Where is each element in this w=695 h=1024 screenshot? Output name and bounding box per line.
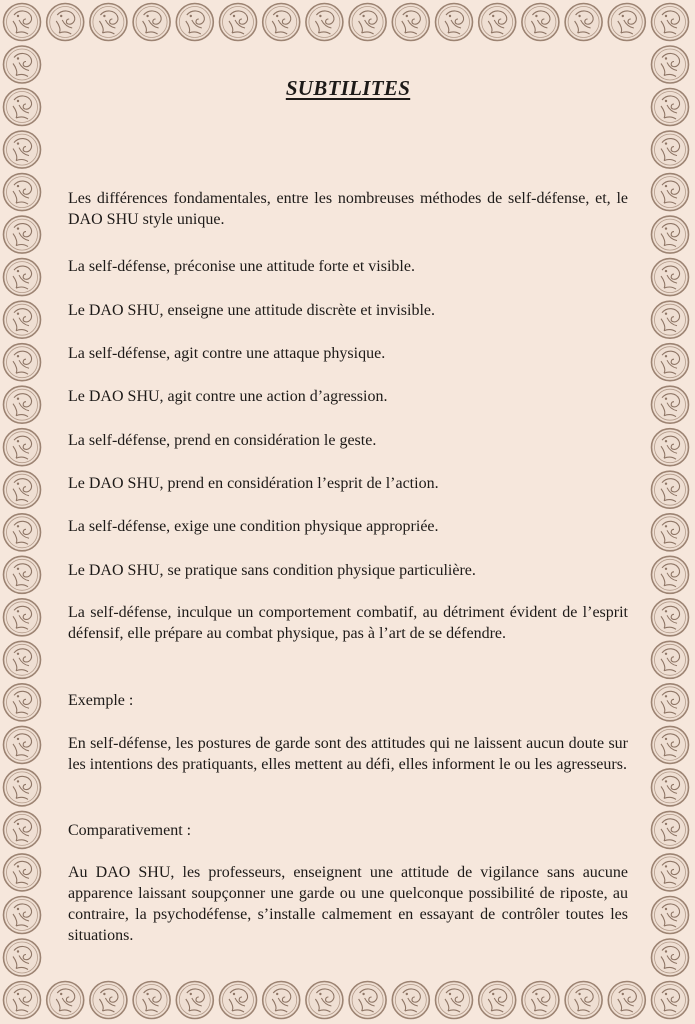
border-medallion — [4, 344, 41, 381]
paragraph: Exemple : — [68, 692, 134, 709]
paragraph: La self-défense, agit contre une attaque physique. — [68, 345, 386, 362]
border-medallion — [608, 4, 645, 41]
border-medallion — [306, 4, 343, 41]
border-medallion — [652, 684, 689, 721]
border-medallion — [565, 4, 602, 41]
border-medallion — [4, 301, 41, 338]
border-medallion — [652, 811, 689, 848]
border-medallion — [436, 982, 473, 1019]
border-medallion — [522, 982, 559, 1019]
border-medallion — [479, 4, 516, 41]
border-medallion — [565, 982, 602, 1019]
border-medallion — [4, 897, 41, 934]
border-medallion — [652, 471, 689, 508]
border-medallion — [4, 429, 41, 466]
border-medallion — [47, 982, 84, 1019]
border-medallion — [479, 982, 516, 1019]
paragraph: La self-défense, préconise une attitude forte et visible. — [68, 258, 415, 275]
border-medallion — [652, 46, 689, 83]
paragraph: La self-défense, prend en considération le geste. — [68, 432, 377, 449]
border-medallion — [47, 4, 84, 41]
border-medallion — [4, 599, 41, 636]
border-medallion — [652, 174, 689, 211]
border-medallion — [652, 854, 689, 891]
paragraph: Les différences fondamentales, entre les nombreuses méthodes de self-défense, et, le DAO SHU style unique. — [68, 190, 628, 228]
border-medallion — [4, 174, 41, 211]
border-medallion — [652, 726, 689, 763]
border-medallion — [652, 216, 689, 253]
border-medallion — [652, 4, 689, 41]
border-medallion — [4, 514, 41, 551]
border-medallion — [90, 982, 127, 1019]
border-medallion — [652, 386, 689, 423]
paragraph: Le DAO SHU, se pratique sans condition physique particulière. — [68, 562, 476, 579]
border-medallion — [4, 641, 41, 678]
border-medallion — [176, 982, 213, 1019]
border-medallion — [176, 4, 213, 41]
border-medallion — [436, 4, 473, 41]
paragraph: Comparativement : — [68, 822, 192, 839]
border-medallion — [4, 939, 41, 976]
border-medallion — [263, 4, 300, 41]
paragraph: Le DAO SHU, agit contre une action d’agression. — [68, 388, 388, 405]
paragraph: En self-défense, les postures de garde sont des attitudes qui ne laissent aucun doute sur les intentions des pratiquants, elles mettent au défi, elles informent le ou les agresseurs. — [68, 735, 628, 773]
border-medallion — [349, 982, 386, 1019]
border-medallion — [652, 599, 689, 636]
border-medallion — [652, 259, 689, 296]
border-medallion — [4, 89, 41, 126]
border-medallion — [4, 386, 41, 423]
border-medallion — [608, 982, 645, 1019]
border-medallion — [652, 939, 689, 976]
border-medallion — [522, 4, 559, 41]
border-medallion — [4, 684, 41, 721]
paragraph: La self-défense, inculque un comportement combatif, au détriment évident de l’esprit défensif, elle prépare au combat physique, pas à l’art de se défendre. — [68, 604, 628, 642]
paragraph: Le DAO SHU, enseigne une attitude discrète et invisible. — [68, 302, 436, 319]
border-medallion — [349, 4, 386, 41]
border-medallion — [652, 641, 689, 678]
border-medallion — [392, 982, 429, 1019]
border-medallion — [4, 811, 41, 848]
border-medallion — [306, 982, 343, 1019]
border-medallion — [133, 982, 170, 1019]
border-medallion — [220, 4, 257, 41]
border-medallion — [652, 514, 689, 551]
border-medallion — [652, 769, 689, 806]
border-medallion — [4, 769, 41, 806]
border-medallion — [4, 854, 41, 891]
border-medallion — [652, 982, 689, 1019]
page-title: SUBTILITES — [285, 76, 411, 100]
border-medallion — [133, 4, 170, 41]
border-medallion — [4, 216, 41, 253]
paragraph: Le DAO SHU, prend en considération l’esprit de l’action. — [68, 475, 439, 492]
border-medallion — [4, 46, 41, 83]
border-medallion — [652, 556, 689, 593]
border-medallion — [263, 982, 300, 1019]
border-medallion — [652, 897, 689, 934]
border-medallion — [652, 301, 689, 338]
border-medallion — [220, 982, 257, 1019]
document-content — [68, 70, 628, 944]
border-medallion — [652, 344, 689, 381]
border-medallion — [4, 131, 41, 168]
border-medallion — [652, 429, 689, 466]
border-medallion — [652, 89, 689, 126]
border-medallion — [4, 982, 41, 1019]
border-medallion — [4, 471, 41, 508]
border-medallion — [4, 726, 41, 763]
border-medallion — [4, 259, 41, 296]
paragraph: Au DAO SHU, les professeurs, enseignent une attitude de vigilance sans aucune apparence laissant soupçonner une garde ou une quelconque possibilité de riposte, au contraire, la psychodéfense, s’installe calmement en essayant de contrôler toutes les situations. — [68, 864, 628, 944]
border-medallion — [652, 131, 689, 168]
border-medallion — [4, 556, 41, 593]
paragraph: La self-défense, exige une condition physique appropriée. — [68, 518, 439, 535]
border-medallion — [4, 4, 41, 41]
border-medallion — [90, 4, 127, 41]
border-medallion — [392, 4, 429, 41]
